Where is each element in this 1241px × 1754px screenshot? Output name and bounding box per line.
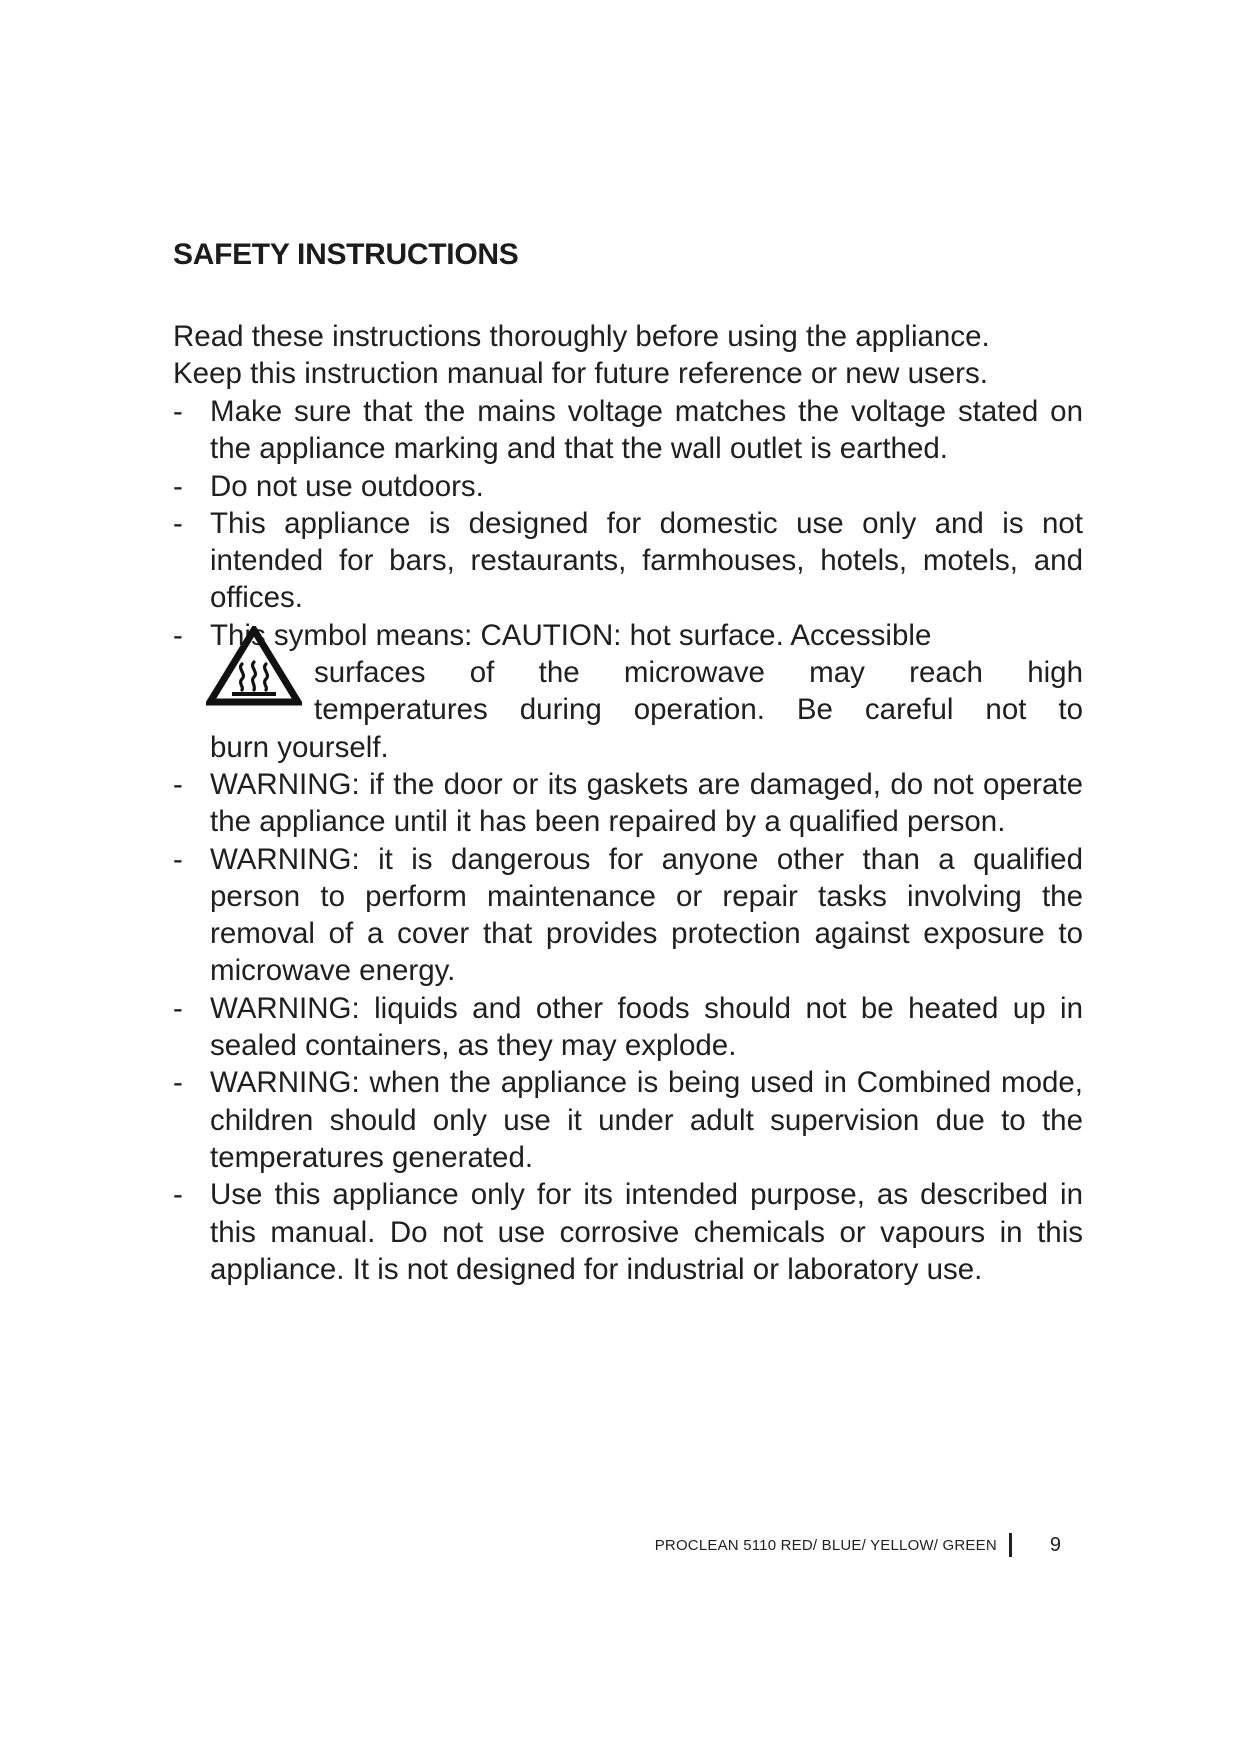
list-item	[173, 766, 1093, 841]
list-item-text: WARNING: when the appliance is being used in Combined mode, children should only use it under adult supervision due to the temperatures generated.	[210, 1066, 1083, 1174]
footer-divider	[1009, 1533, 1012, 1557]
list-item-text: WARNING: liquids and other foods should not be heated up in sealed containers, as they may explode.	[210, 991, 1083, 1063]
footer-product-name: PROCLEAN 5110 RED/ BLUE/ YELLOW/ GREEN	[654, 1536, 997, 1554]
page-title: SAFETY INSTRUCTIONS	[173, 238, 519, 271]
list-item	[173, 1176, 1093, 1288]
page-number: 9	[1049, 1533, 1061, 1556]
intro-paragraph	[173, 318, 1093, 393]
list-item	[173, 505, 1093, 617]
list-item-text: Make sure that the mains voltage matches the voltage stated on the appliance marking and that the wall outlet is earthed.	[210, 395, 1083, 466]
safety-list	[173, 393, 1093, 1288]
list-item	[173, 468, 1093, 505]
list-item-text: WARNING: if the door or its gaskets are damaged, do not operate the appliance until it has been repaired by a qualified person.	[210, 767, 1083, 839]
caution-line: temperatures during operation. Be careful not to	[314, 693, 1083, 727]
caution-line: surfaces of the microwave may reach high	[314, 656, 1083, 690]
list-item	[173, 1064, 1093, 1176]
list-item	[173, 393, 1093, 468]
list-item	[173, 990, 1093, 1065]
caution-body	[210, 654, 1093, 729]
intro-line: Keep this instruction manual for future reference or new users.	[173, 357, 988, 391]
list-item-text: Use this appliance only for its intended purpose, as described in this manual. Do not use corrosive chemicals or vapours in this appliance. It is not designed for industrial or laboratory use.	[210, 1178, 1083, 1286]
page-footer	[655, 1533, 1061, 1557]
list-item	[173, 841, 1093, 990]
intro-line: Read these instructions thoroughly before using the appliance.	[173, 320, 990, 353]
list-item-text: Do not use outdoors.	[210, 469, 484, 503]
caution-line: burn yourself.	[210, 730, 389, 764]
hot-surface-warning-icon	[206, 626, 302, 706]
list-item-text: WARNING: it is dangerous for anyone other than a qualified person to perform maintenance or repair tasks involving the removal of a cover that provides protection against exposure to microwave energy.	[210, 842, 1083, 988]
caution-line: - This symbol means: CAUTION: hot surface. Accessible	[210, 618, 932, 652]
caution-item	[173, 617, 1093, 766]
caution-text	[314, 654, 1093, 729]
list-item-text: This appliance is designed for domestic use only and is not intended for bars, restaurants, farmhouses, hotels, motels, and offices.	[210, 506, 1083, 615]
